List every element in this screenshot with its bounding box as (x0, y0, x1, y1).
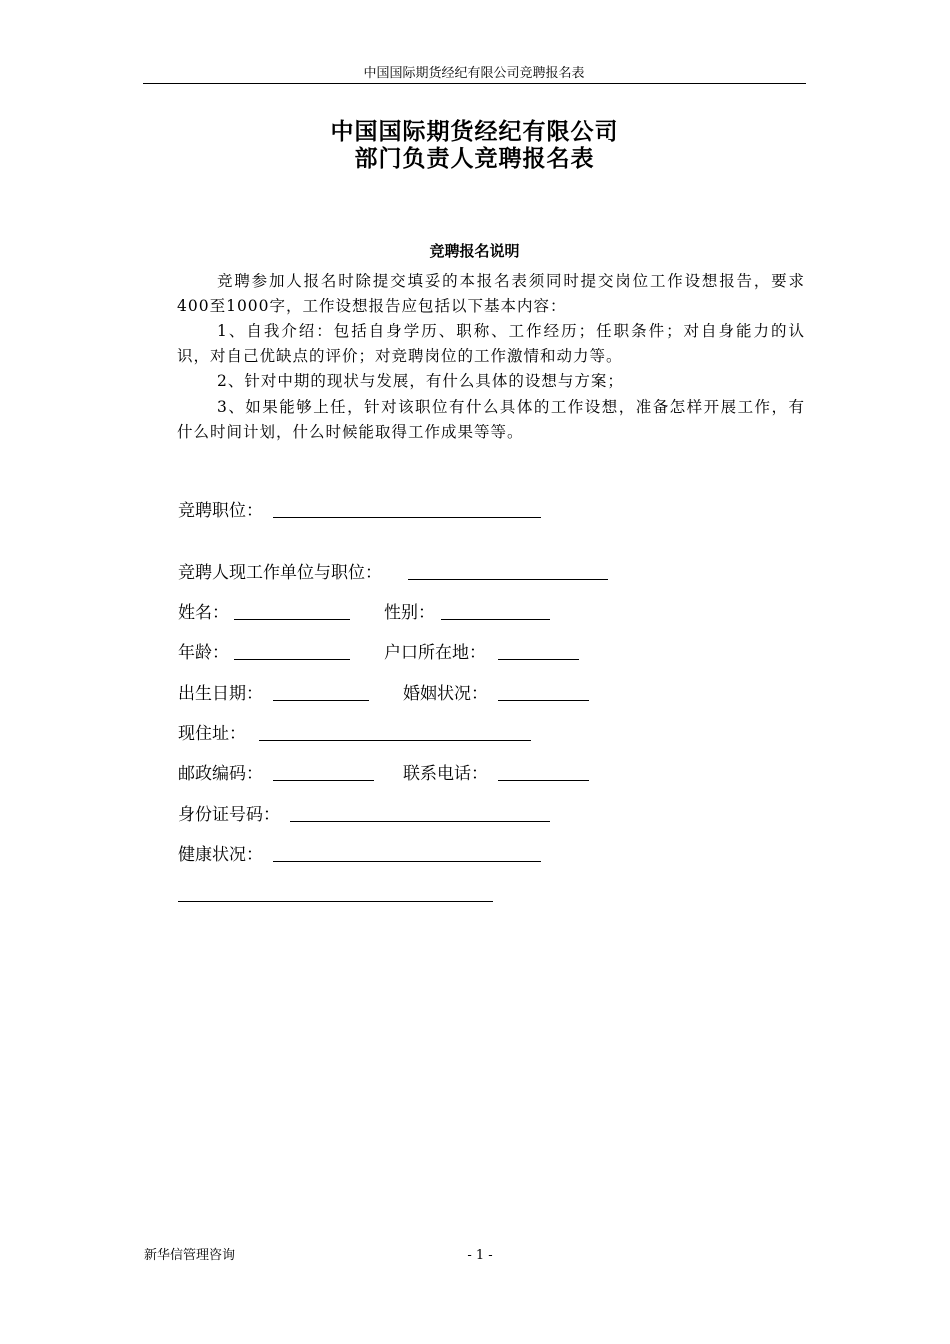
id-number-label: 身份证号码： (178, 805, 280, 825)
gender-label: 性别： (384, 603, 435, 623)
health-field[interactable] (273, 861, 541, 862)
marital-field[interactable] (498, 700, 589, 701)
name-field[interactable] (234, 619, 350, 620)
extra-blank-line[interactable] (178, 901, 493, 902)
instruction-paragraph: 3、如果能够上任，针对该职位有什么具体的工作设想，准备怎样开展工作，有什么时间计划，什么时候能取得工作成果等等。 (177, 398, 805, 441)
id-number-field[interactable] (290, 821, 550, 822)
footer-company: 新华信管理咨询 (144, 1248, 236, 1263)
running-header: 中国国际期货经纪有限公司竞聘报名表 (363, 66, 585, 81)
hukou-field[interactable] (498, 659, 579, 660)
address-field[interactable] (259, 740, 531, 741)
document-title-line2: 部门负责人竞聘报名表 (354, 146, 595, 172)
header-rule (143, 83, 806, 84)
instruction-paragraph: 2、针对中期的现状与发展，有什么具体的设想与方案； (217, 372, 624, 390)
age-label: 年龄： (178, 643, 229, 663)
position-field[interactable] (273, 517, 541, 518)
current-unit-field[interactable] (408, 579, 608, 580)
instruction-paragraph: 竞聘参加人报名时除提交填妥的本报名表须同时提交岗位工作设想报告，要求400至1000字，工作设想报告应包括以下基本内容： (177, 272, 805, 315)
current-unit-label: 竞聘人现工作单位与职位： (178, 563, 382, 583)
phone-field[interactable] (498, 780, 589, 781)
phone-label: 联系电话： (403, 764, 488, 784)
gender-field[interactable] (441, 619, 550, 620)
document-title-line1: 中国国际期货经纪有限公司 (330, 119, 619, 145)
birth-date-field[interactable] (273, 700, 369, 701)
health-label: 健康状况： (178, 845, 263, 865)
instruction-paragraph: 1、自我介绍：包括自身学历、职称、工作经历；任职条件；对自身能力的认识，对自己优缺点的评价；对竞聘岗位的工作激情和动力等。 (177, 322, 805, 365)
age-field[interactable] (234, 659, 350, 660)
postcode-label: 邮政编码： (178, 764, 263, 784)
position-label: 竞聘职位： (178, 501, 263, 521)
instructions-heading: 竞聘报名说明 (429, 242, 520, 260)
marital-label: 婚姻状况： (403, 684, 488, 704)
postcode-field[interactable] (273, 780, 374, 781)
address-label: 现住址： (178, 724, 246, 744)
name-label: 姓名： (178, 603, 229, 623)
hukou-label: 户口所在地： (384, 643, 486, 663)
birth-date-label: 出生日期： (178, 684, 263, 704)
page-number: - 1 - (467, 1248, 493, 1263)
